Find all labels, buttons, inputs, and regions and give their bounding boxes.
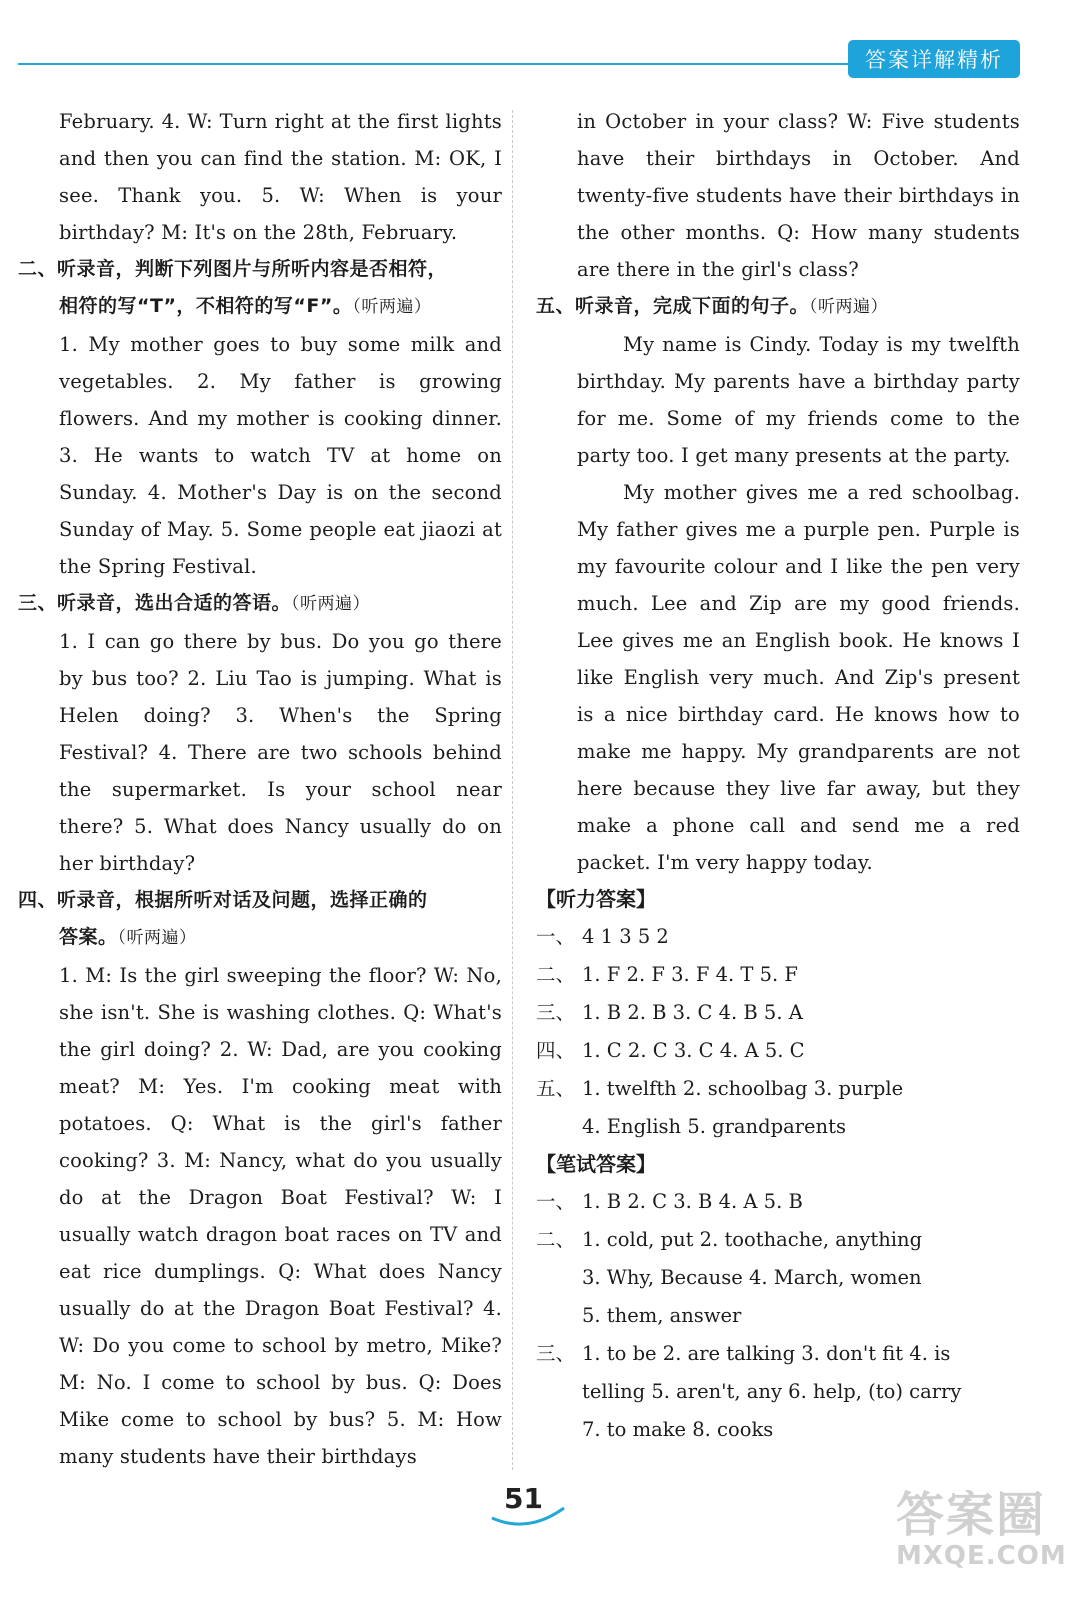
section-3-body: 1. I can go there by bus. Do you go there by bus too? 2. Liu Tao is jumping. What is Helen doing? 3. When's the Spring Festival? 4. There are two schools behind the supermarket. Is your school near there? 5. What does Nancy usually do on her birthday? — [59, 630, 502, 875]
left-column — [18, 103, 502, 1475]
header-rule — [18, 63, 858, 65]
answer-row: 7. to make 8. cooks — [582, 1418, 774, 1441]
answer-row: 二、 1. cold, put 2. toothache, anything — [536, 1228, 923, 1251]
header-badge: 答案详解精析 — [848, 40, 1020, 78]
answer-row: 二、 1. F 2. F 3. F 4. T 5. F — [536, 963, 798, 986]
listening-answers — [536, 918, 1020, 1146]
listening-answers-title: 【听力答案】 — [536, 887, 656, 911]
section-2-heading — [18, 251, 502, 326]
answer-row: 一、 1. B 2. C 3. B 4. A 5. B — [536, 1190, 803, 1213]
answer-row: 5. them, answer — [582, 1304, 742, 1327]
watermark-line2: MXQE.COM — [896, 1541, 1067, 1571]
section-3-heading-text: 三、听录音，选出合适的答语。 — [18, 592, 292, 614]
answer-row: 四、 1. C 2. C 3. C 4. A 5. C — [536, 1039, 805, 1062]
answer-row: 一、 4 1 3 5 2 — [536, 925, 669, 948]
written-answers-title: 【笔试答案】 — [536, 1152, 656, 1176]
section-3-note: （听两遍） — [291, 594, 371, 614]
column-divider — [512, 110, 513, 1470]
answer-row: 3. Why, Because 4. March, women — [582, 1266, 922, 1289]
right-column — [536, 103, 1020, 1449]
answer-row: 三、 1. to be 2. are talking 3. don't fit 4. is — [536, 1342, 951, 1365]
section-2-note: （听两遍） — [352, 297, 432, 317]
page-number: 51 — [504, 1482, 543, 1515]
section-5-note: （听两遍） — [809, 297, 889, 317]
written-answers — [536, 1183, 1020, 1449]
section-5-heading-text: 五、听录音，完成下面的句子。 — [536, 295, 810, 317]
section-5-heading — [536, 288, 1020, 326]
watermark-logo — [896, 1476, 1066, 1586]
answer-row: 4. English 5. grandparents — [582, 1115, 846, 1138]
section-3-heading — [18, 585, 502, 623]
answer-row: 三、 1. B 2. B 3. C 4. B 5. A — [536, 1001, 803, 1024]
answer-row: telling 5. aren't, any 6. help, (to) carry — [582, 1380, 962, 1403]
section-4-heading — [18, 882, 502, 957]
page-number-swoosh — [488, 1500, 568, 1530]
section-2-heading-line1: 二、听录音，判断下列图片与所听内容是否相符， — [18, 258, 448, 280]
section-5-paragraph-2: My mother gives me a red schoolbag. My father gives me a purple pen. Purple is my favourite colour and I like the pen very much. Lee and Zip are my good friends. Lee gives me an English book. He knows I like English very much. And Zip's present is a nice birthday card. He knows how to make me happy. My grandparents are not here because they live far away, but they make a phone call and send me a red packet. I'm very happy today. — [577, 481, 1020, 874]
section-2-heading-line2: 相符的写“T”，不相符的写“F”。 — [59, 295, 353, 317]
section-2-body: 1. My mother goes to buy some milk and vegetables. 2. My father is growing flowers. And my mother is cooking dinner. 3. He wants to watch TV at home on Sunday. 4. Mother's Day is on the second Sunday of May. 5. Some people eat jiaozi at the Spring Festival. — [59, 333, 502, 578]
right-continuation-text: in October in your class? W: Five students have their birthdays in October. And twenty-five students have their birthdays in the other months. Q: How many students are there in the girl's class? — [577, 110, 1020, 281]
left-continuation-text: February. 4. W: Turn right at the first lights and then you can find the station. M: OK, I see. Thank you. 5. W: When is your birthday? M: It's on the 28th, February. — [59, 110, 502, 244]
section-4-body: 1. M: Is the girl sweeping the floor? W: No, she isn't. She is washing clothes. Q: What's the girl doing? 2. W: Dad, are you cooking meat? M: Yes. I'm cooking meat with potatoes. Q: What is the girl's father cooking? 3. M: Nancy, what do you usually do at the Dragon Boat Festival? W: I usually watch dragon boat races on TV and eat rice dumplings. Q: What does Nancy usually do at the Dragon Boat Festival? 4. W: Do you come to school by metro, Mike? M: No. I come to school by bus. Q: Does Mike come to school by bus? 5. M: How many students have their birthdays — [59, 964, 502, 1468]
section-5-paragraph-1: My name is Cindy. Today is my twelfth birthday. My parents have a birthday party for me. Some of my friends come to the party too. I get many presents at the party. — [577, 333, 1020, 467]
section-4-note: （听两遍） — [117, 928, 197, 948]
answer-row: 五、 1. twelfth 2. schoolbag 3. purple — [536, 1077, 904, 1100]
watermark-line1: 答案圈 — [896, 1487, 1047, 1543]
section-4-heading-line2: 答案。 — [59, 926, 118, 948]
section-4-heading-line1: 四、听录音，根据所听对话及问题，选择正确的 — [18, 889, 428, 911]
